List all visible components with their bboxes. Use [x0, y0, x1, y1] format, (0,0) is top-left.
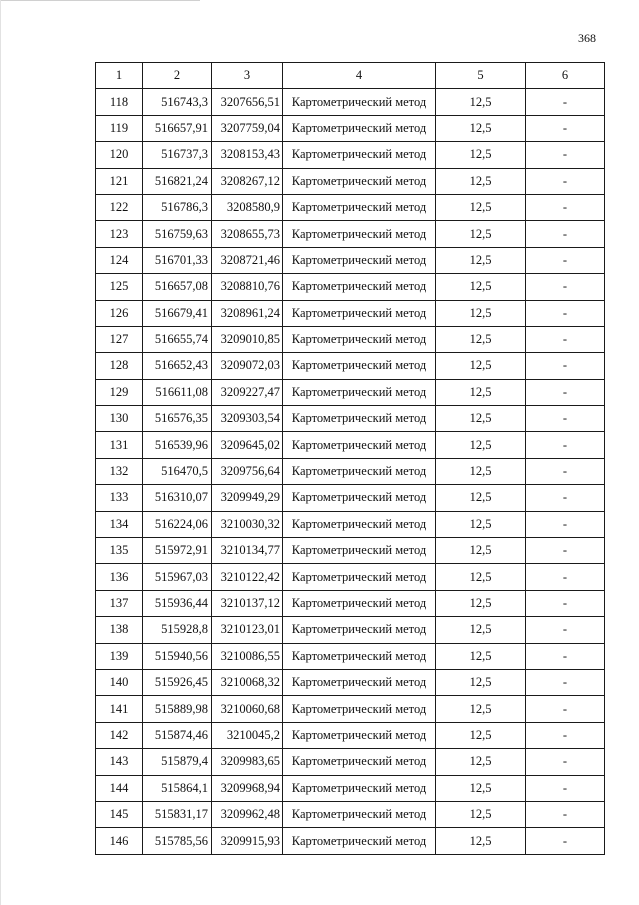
cell-point-number: 139: [96, 643, 143, 669]
cell-coord-y: 3210086,55: [212, 643, 283, 669]
table-row: [96, 168, 605, 194]
cell-note: -: [526, 617, 605, 643]
cell-coord-x: 516576,35: [143, 406, 212, 432]
cell-accuracy: 12,5: [436, 643, 526, 669]
cell-accuracy: 12,5: [436, 485, 526, 511]
cell-coord-x: 515874,46: [143, 722, 212, 748]
table-row: [96, 194, 605, 220]
cell-point-number: 126: [96, 300, 143, 326]
cell-coord-x: 516786,3: [143, 194, 212, 220]
cell-note: -: [526, 406, 605, 432]
cell-method: Картометрический метод: [283, 538, 436, 564]
cell-coord-x: 516657,91: [143, 115, 212, 141]
table-row: [96, 617, 605, 643]
cell-note: -: [526, 353, 605, 379]
header-cell-1: 1: [96, 63, 143, 89]
cell-point-number: 130: [96, 406, 143, 432]
cell-method: Картометрический метод: [283, 485, 436, 511]
cell-coord-y: 3209072,03: [212, 353, 283, 379]
cell-coord-y: 3209645,02: [212, 432, 283, 458]
cell-note: -: [526, 538, 605, 564]
table-row: [96, 511, 605, 537]
cell-point-number: 119: [96, 115, 143, 141]
table-row: [96, 828, 605, 854]
cell-coord-y: 3210123,01: [212, 617, 283, 643]
cell-method: Картометрический метод: [283, 300, 436, 326]
cell-accuracy: 12,5: [436, 247, 526, 273]
cell-accuracy: 12,5: [436, 142, 526, 168]
cell-note: -: [526, 643, 605, 669]
cell-method: Картометрический метод: [283, 247, 436, 273]
cell-method: Картометрический метод: [283, 564, 436, 590]
table-row: [96, 669, 605, 695]
cell-coord-x: 516470,5: [143, 458, 212, 484]
cell-method: Картометрический метод: [283, 749, 436, 775]
cell-coord-x: 516655,74: [143, 326, 212, 352]
cell-coord-x: 515940,56: [143, 643, 212, 669]
table-row: [96, 485, 605, 511]
scan-edge-left: [0, 0, 1, 905]
cell-point-number: 141: [96, 696, 143, 722]
cell-method: Картометрический метод: [283, 801, 436, 827]
cell-note: -: [526, 801, 605, 827]
table-row: [96, 115, 605, 141]
cell-note: -: [526, 511, 605, 537]
cell-method: Картометрический метод: [283, 643, 436, 669]
cell-method: Картометрический метод: [283, 168, 436, 194]
cell-point-number: 136: [96, 564, 143, 590]
cell-accuracy: 12,5: [436, 617, 526, 643]
table-row: [96, 89, 605, 115]
cell-accuracy: 12,5: [436, 168, 526, 194]
cell-coord-y: 3210137,12: [212, 590, 283, 616]
table-row: [96, 274, 605, 300]
cell-note: -: [526, 247, 605, 273]
header-cell-6: 6: [526, 63, 605, 89]
cell-method: Картометрический метод: [283, 511, 436, 537]
cell-note: -: [526, 379, 605, 405]
cell-method: Картометрический метод: [283, 274, 436, 300]
cell-note: -: [526, 749, 605, 775]
cell-point-number: 123: [96, 221, 143, 247]
table-row: [96, 326, 605, 352]
cell-method: Картометрический метод: [283, 590, 436, 616]
cell-coord-y: 3208721,46: [212, 247, 283, 273]
table-row: [96, 221, 605, 247]
cell-accuracy: 12,5: [436, 511, 526, 537]
header-cell-3: 3: [212, 63, 283, 89]
cell-method: Картометрический метод: [283, 828, 436, 854]
cell-coord-y: 3210045,2: [212, 722, 283, 748]
cell-point-number: 128: [96, 353, 143, 379]
table-row: [96, 722, 605, 748]
cell-coord-x: 516224,06: [143, 511, 212, 537]
cell-method: Картометрический метод: [283, 221, 436, 247]
cell-note: -: [526, 432, 605, 458]
cell-accuracy: 12,5: [436, 458, 526, 484]
cell-coord-y: 3209010,85: [212, 326, 283, 352]
cell-coord-x: 515785,56: [143, 828, 212, 854]
table-row: [96, 406, 605, 432]
table-row: [96, 749, 605, 775]
cell-note: -: [526, 326, 605, 352]
cell-point-number: 129: [96, 379, 143, 405]
cell-coord-x: 515864,1: [143, 775, 212, 801]
cell-point-number: 143: [96, 749, 143, 775]
table-row: [96, 247, 605, 273]
cell-note: -: [526, 168, 605, 194]
cell-point-number: 133: [96, 485, 143, 511]
cell-coord-x: 516657,08: [143, 274, 212, 300]
cell-coord-y: 3209303,54: [212, 406, 283, 432]
cell-method: Картометрический метод: [283, 696, 436, 722]
cell-coord-x: 516679,41: [143, 300, 212, 326]
cell-note: -: [526, 564, 605, 590]
table-row: [96, 300, 605, 326]
cell-accuracy: 12,5: [436, 432, 526, 458]
cell-method: Картометрический метод: [283, 115, 436, 141]
table-row: [96, 801, 605, 827]
cell-accuracy: 12,5: [436, 669, 526, 695]
cell-accuracy: 12,5: [436, 749, 526, 775]
table-row: [96, 590, 605, 616]
cell-method: Картометрический метод: [283, 194, 436, 220]
table-header: [96, 63, 605, 89]
cell-method: Картометрический метод: [283, 89, 436, 115]
cell-coord-x: 516821,24: [143, 168, 212, 194]
cell-note: -: [526, 590, 605, 616]
page-number: 368: [578, 31, 596, 45]
cell-accuracy: 12,5: [436, 89, 526, 115]
cell-coord-y: 3208961,24: [212, 300, 283, 326]
cell-coord-y: 3209756,64: [212, 458, 283, 484]
cell-accuracy: 12,5: [436, 115, 526, 141]
cell-note: -: [526, 458, 605, 484]
cell-coord-x: 516611,08: [143, 379, 212, 405]
cell-note: -: [526, 194, 605, 220]
cell-method: Картометрический метод: [283, 326, 436, 352]
cell-accuracy: 12,5: [436, 194, 526, 220]
cell-coord-x: 516743,3: [143, 89, 212, 115]
cell-note: -: [526, 300, 605, 326]
cell-point-number: 142: [96, 722, 143, 748]
cell-coord-x: 516652,43: [143, 353, 212, 379]
table-row: [96, 643, 605, 669]
cell-coord-y: 3207656,51: [212, 89, 283, 115]
cell-point-number: 135: [96, 538, 143, 564]
cell-accuracy: 12,5: [436, 722, 526, 748]
cell-point-number: 132: [96, 458, 143, 484]
cell-note: -: [526, 115, 605, 141]
cell-coord-y: 3209983,65: [212, 749, 283, 775]
cell-accuracy: 12,5: [436, 590, 526, 616]
coordinates-table: [95, 62, 605, 855]
cell-method: Картометрический метод: [283, 353, 436, 379]
cell-coord-x: 515972,91: [143, 538, 212, 564]
cell-coord-y: 3209915,93: [212, 828, 283, 854]
cell-coord-y: 3210122,42: [212, 564, 283, 590]
cell-point-number: 134: [96, 511, 143, 537]
cell-coord-y: 3208267,12: [212, 168, 283, 194]
cell-method: Картометрический метод: [283, 669, 436, 695]
cell-coord-x: 516737,3: [143, 142, 212, 168]
cell-accuracy: 12,5: [436, 221, 526, 247]
cell-coord-y: 3209962,48: [212, 801, 283, 827]
cell-coord-x: 515831,17: [143, 801, 212, 827]
cell-accuracy: 12,5: [436, 379, 526, 405]
cell-coord-y: 3209949,29: [212, 485, 283, 511]
cell-coord-x: 516701,33: [143, 247, 212, 273]
cell-point-number: 124: [96, 247, 143, 273]
cell-note: -: [526, 142, 605, 168]
cell-point-number: 138: [96, 617, 143, 643]
cell-coord-y: 3210134,77: [212, 538, 283, 564]
table-row: [96, 564, 605, 590]
cell-note: -: [526, 696, 605, 722]
cell-point-number: 122: [96, 194, 143, 220]
cell-method: Картометрический метод: [283, 142, 436, 168]
cell-method: Картометрический метод: [283, 722, 436, 748]
header-cell-2: 2: [143, 63, 212, 89]
cell-accuracy: 12,5: [436, 274, 526, 300]
cell-note: -: [526, 669, 605, 695]
cell-coord-x: 515889,98: [143, 696, 212, 722]
header-cell-5: 5: [436, 63, 526, 89]
table-row: [96, 696, 605, 722]
cell-coord-y: 3210060,68: [212, 696, 283, 722]
cell-accuracy: 12,5: [436, 564, 526, 590]
cell-point-number: 121: [96, 168, 143, 194]
cell-coord-y: 3210030,32: [212, 511, 283, 537]
header-row: [96, 63, 605, 89]
cell-coord-x: 516539,96: [143, 432, 212, 458]
cell-coord-y: 3208580,9: [212, 194, 283, 220]
cell-point-number: 140: [96, 669, 143, 695]
cell-note: -: [526, 89, 605, 115]
scan-edge-top: [0, 0, 200, 1]
cell-point-number: 144: [96, 775, 143, 801]
cell-note: -: [526, 485, 605, 511]
cell-point-number: 131: [96, 432, 143, 458]
cell-point-number: 137: [96, 590, 143, 616]
cell-method: Картометрический метод: [283, 775, 436, 801]
cell-point-number: 118: [96, 89, 143, 115]
cell-coord-y: 3207759,04: [212, 115, 283, 141]
cell-note: -: [526, 221, 605, 247]
cell-coord-y: 3208810,76: [212, 274, 283, 300]
cell-note: -: [526, 722, 605, 748]
cell-accuracy: 12,5: [436, 538, 526, 564]
cell-coord-y: 3208153,43: [212, 142, 283, 168]
cell-method: Картометрический метод: [283, 458, 436, 484]
cell-note: -: [526, 274, 605, 300]
cell-method: Картометрический метод: [283, 406, 436, 432]
cell-accuracy: 12,5: [436, 300, 526, 326]
cell-accuracy: 12,5: [436, 775, 526, 801]
cell-coord-x: 515967,03: [143, 564, 212, 590]
table-row: [96, 142, 605, 168]
cell-accuracy: 12,5: [436, 353, 526, 379]
cell-coord-x: 515936,44: [143, 590, 212, 616]
cell-point-number: 125: [96, 274, 143, 300]
table-row: [96, 775, 605, 801]
cell-accuracy: 12,5: [436, 326, 526, 352]
cell-accuracy: 12,5: [436, 406, 526, 432]
table-row: [96, 379, 605, 405]
cell-coord-x: 515879,4: [143, 749, 212, 775]
cell-coord-y: 3208655,73: [212, 221, 283, 247]
cell-point-number: 145: [96, 801, 143, 827]
header-cell-4: 4: [283, 63, 436, 89]
table-row: [96, 353, 605, 379]
table-row: [96, 538, 605, 564]
table-row: [96, 432, 605, 458]
cell-accuracy: 12,5: [436, 801, 526, 827]
cell-note: -: [526, 775, 605, 801]
cell-note: -: [526, 828, 605, 854]
cell-method: Картометрический метод: [283, 379, 436, 405]
cell-coord-y: 3210068,32: [212, 669, 283, 695]
cell-point-number: 127: [96, 326, 143, 352]
table-row: [96, 458, 605, 484]
cell-coord-x: 516310,07: [143, 485, 212, 511]
cell-method: Картометрический метод: [283, 617, 436, 643]
cell-coord-x: 516759,63: [143, 221, 212, 247]
cell-point-number: 120: [96, 142, 143, 168]
cell-coord-x: 515926,45: [143, 669, 212, 695]
table-body: [96, 89, 605, 854]
cell-method: Картометрический метод: [283, 432, 436, 458]
cell-coord-y: 3209968,94: [212, 775, 283, 801]
cell-point-number: 146: [96, 828, 143, 854]
cell-coord-y: 3209227,47: [212, 379, 283, 405]
cell-accuracy: 12,5: [436, 828, 526, 854]
cell-accuracy: 12,5: [436, 696, 526, 722]
cell-coord-x: 515928,8: [143, 617, 212, 643]
